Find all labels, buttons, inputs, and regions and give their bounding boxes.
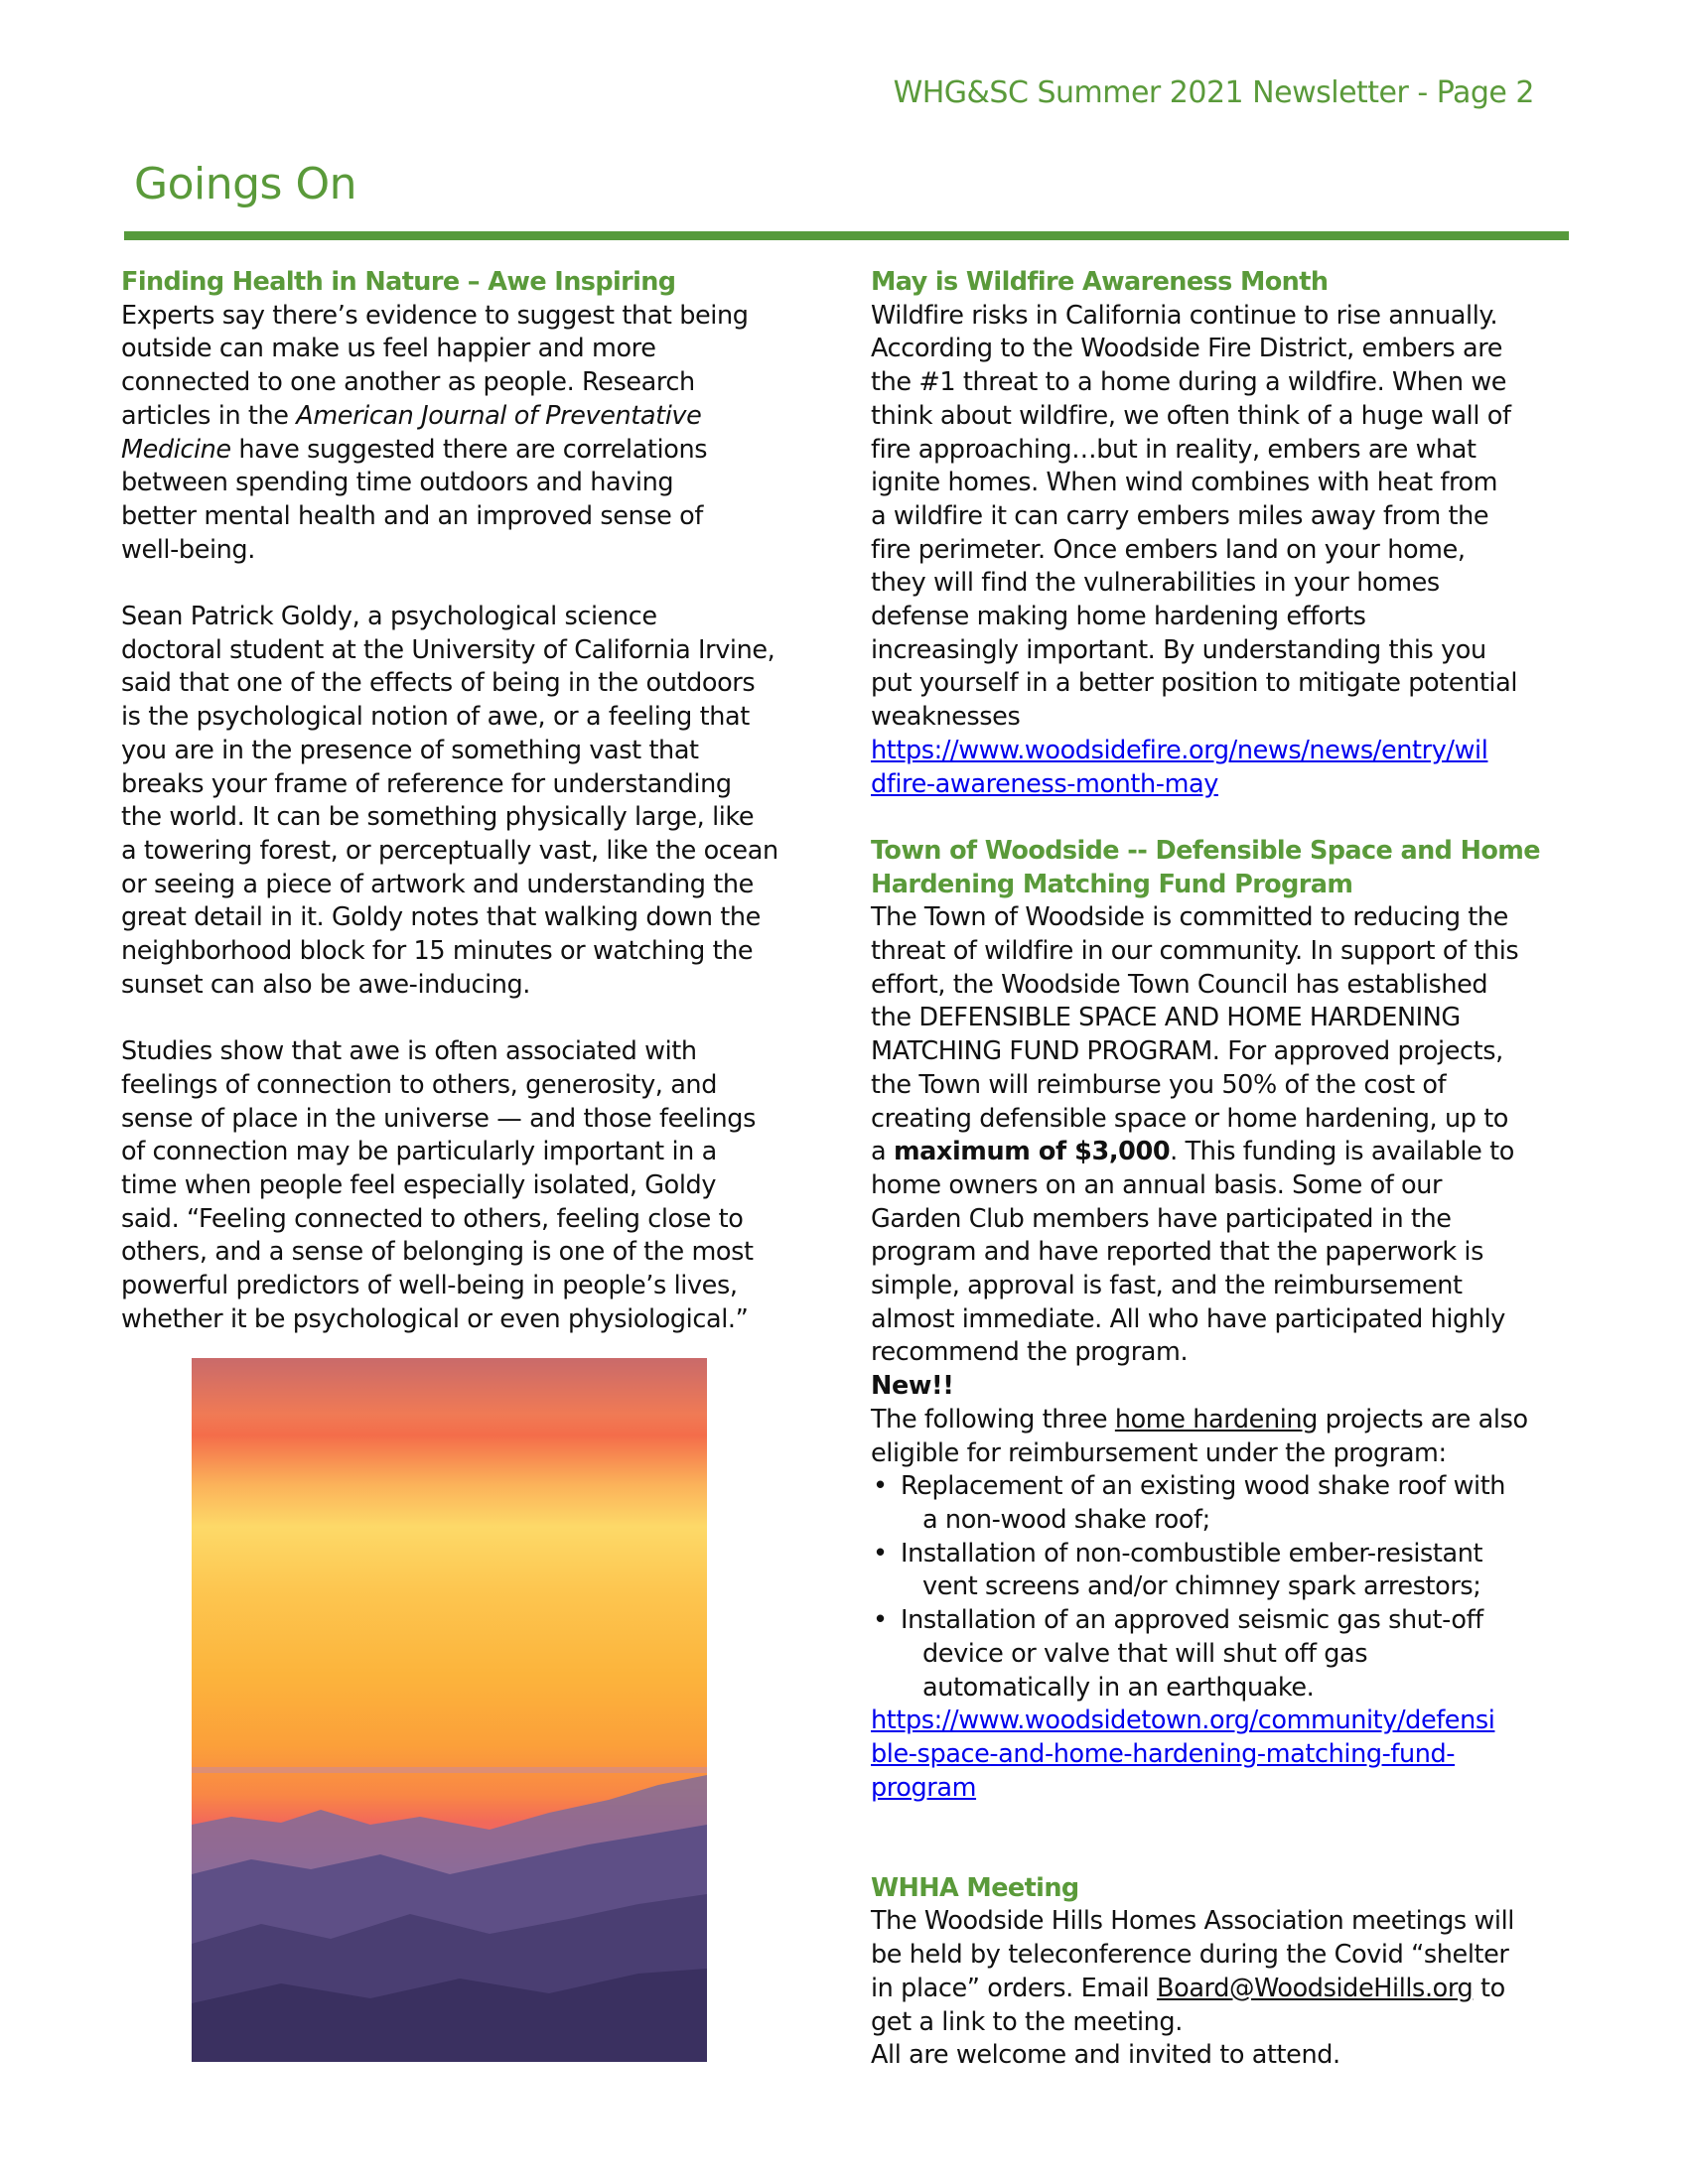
text-span: threat of wildfire in our community. In support of this [871,936,1519,967]
bullet-icon: • [873,1538,888,1569]
text-line [871,1470,1586,1504]
text-span: a non-wood shake roof; [922,1505,1210,1535]
text-line [871,1370,1586,1404]
text-span: sense of place in the universe — and those feelings [121,1103,756,1134]
text-span: articles in the [121,400,297,431]
text-span: Sean Patrick Goldy, a psychological science [121,602,657,632]
text-line [871,1905,1586,1939]
running-header: WHG&SC Summer 2021 Newsletter - Page 2 [893,75,1534,110]
text-line [121,400,826,434]
text-span: whether it be psychological or even physiological.” [121,1303,749,1334]
text-line [871,1738,1586,1772]
text-span: . This funding is available to [1170,1137,1514,1167]
text-line [871,366,1586,400]
text-line [871,901,1586,935]
text-line [121,1103,826,1137]
text-span: Installation of an approved seismic gas shut-off [901,1605,1483,1636]
text-line [871,1404,1586,1437]
text-span: a wildfire it can carry embers miles away from the [871,500,1489,531]
text-line [871,835,1586,869]
text-span: have suggested there are correlations [230,434,708,465]
text-line [121,768,826,802]
text-line [121,1002,826,1035]
text-line [121,835,826,869]
text-line [871,1538,1586,1571]
text-span: the world. It can be something physically large, like [121,802,755,833]
text-line [871,1303,1586,1337]
text-span: to [1473,1973,1505,2003]
text-line [871,1570,1586,1604]
text-span: New!! [871,1371,954,1402]
left-column [121,266,826,1336]
text-span: sunset can also be awe-inducing. [121,969,531,1000]
text-line [121,901,826,935]
text-line [121,1069,826,1103]
text-span: weaknesses [871,702,1021,733]
text-line [121,300,826,334]
text-line [121,567,826,601]
text-line [121,701,826,735]
text-line [871,801,1586,835]
subheading: Hardening Matching Fund Program [871,869,1353,899]
text-span: The Woodside Hills Homes Association meetings will [871,1906,1514,1937]
text-span: American Journal of Preventative [296,400,702,431]
text-line [121,601,826,634]
text-span: in place” orders. Email [871,1973,1158,2003]
text-line [871,1103,1586,1137]
text-line [871,1336,1586,1370]
text-span: time when people feel especially isolated, Goldy [121,1169,717,1200]
text-line [871,2006,1586,2040]
text-line [871,1872,1586,1906]
text-line [871,1136,1586,1169]
text-span: maximum of $3,000 [893,1137,1171,1167]
text-line [871,701,1586,735]
text-line [121,467,826,500]
bullet-icon: • [873,1471,888,1502]
text-line [871,1638,1586,1672]
text-line [871,1002,1586,1035]
text-span: breaks your frame of reference for understanding [121,768,732,799]
text-line [871,500,1586,534]
text-span: simple, approval is fast, and the reimbursement [871,1271,1463,1301]
text-line [121,434,826,468]
text-line [871,869,1586,902]
text-span: Studies show that awe is often associated with [121,1036,697,1067]
url-link[interactable]: program [871,1772,977,1803]
text-span: a towering forest, or perceptually vast, like the ocean [121,835,778,866]
text-span: is the psychological notion of awe, or a feeling that [121,702,750,733]
text-span: powerful predictors of well-being in people’s lives, [121,1271,738,1301]
text-span: be held by teleconference during the Covid “shelter [871,1940,1509,1971]
text-line [121,667,826,701]
text-line [871,634,1586,668]
text-span: defense making home hardening efforts [871,602,1366,632]
email-link[interactable]: Board@WoodsideHills.org [1157,1973,1474,2003]
text-span: The Town of Woodside is committed to reducing the [871,902,1508,933]
section-title: Goings On [134,159,356,209]
text-span: recommend the program. [871,1337,1189,1368]
text-line [871,1035,1586,1069]
text-span: ignite homes. When wind combines with heat from [871,468,1498,498]
text-line [871,667,1586,701]
text-line [871,333,1586,366]
text-span: or seeing a piece of artwork and understanding the [121,869,754,899]
text-span: home hardening [1114,1404,1318,1434]
text-line [121,1270,826,1303]
text-span: great detail in it. Goldy notes that walking down the [121,902,761,933]
text-span: creating defensible space or home hardening, up to [871,1103,1508,1134]
text-span: connected to one another as people. Research [121,367,695,398]
text-line [121,935,826,969]
text-line [121,1203,826,1237]
text-span: of connection may be particularly important in a [121,1137,717,1167]
text-span: According to the Woodside Fire District, embers are [871,334,1503,364]
text-span: effort, the Woodside Town Council has established [871,969,1488,1000]
text-span: Experts say there’s evidence to suggest that being [121,300,749,331]
text-span: increasingly important. By understanding this you [871,634,1486,665]
text-line [121,534,826,568]
text-line [121,735,826,768]
text-line [121,969,826,1003]
text-line [871,1772,1586,1806]
text-line [871,1437,1586,1471]
text-span: feelings of connection to others, generosity, and [121,1069,717,1100]
text-span: put yourself in a better position to mitigate potential [871,668,1518,699]
text-line [871,601,1586,634]
text-span: fire perimeter. Once embers land on your home, [871,534,1466,565]
text-line [871,434,1586,468]
text-span: almost immediate. All who have participated highly [871,1303,1505,1334]
text-line [871,1939,1586,1973]
text-line [871,534,1586,568]
text-line [121,1136,826,1169]
text-line [121,1035,826,1069]
sunset-photo [192,1358,707,2062]
text-span: Wildfire risks in California continue to rise annually. [871,300,1498,331]
text-line [871,2039,1586,2073]
text-span: the DEFENSIBLE SPACE AND HOME HARDENING [871,1003,1461,1033]
text-line [871,735,1586,768]
text-line [871,1203,1586,1237]
text-line [871,1069,1586,1103]
text-line [871,1504,1586,1538]
text-line [871,467,1586,500]
text-line [121,1303,826,1337]
article-heading-nature: Finding Health in Nature – Awe Inspiring [121,267,676,297]
text-span: MATCHING FUND PROGRAM. For approved projects, [871,1036,1503,1067]
text-line [871,300,1586,334]
text-line [871,1805,1586,1839]
text-span: The following three [871,1404,1115,1434]
text-span: others, and a sense of belonging is one of the most [121,1237,754,1268]
text-line [871,400,1586,434]
text-line [871,1672,1586,1706]
text-line [121,634,826,668]
text-span: said. “Feeling connected to others, feeling close to [121,1203,744,1234]
subheading: WHHA Meeting [871,1872,1079,1903]
text-span: home owners on an annual basis. Some of our [871,1169,1443,1200]
section-divider [124,231,1569,240]
text-span: they will find the vulnerabilities in your homes [871,568,1440,599]
text-span: get a link to the meeting. [871,2006,1183,2037]
url-link[interactable]: https://www.woodsidetown.org/community/defensi [871,1706,1495,1736]
text-line [871,1973,1586,2006]
text-span: eligible for reimbursement under the program: [871,1437,1447,1468]
text-span: between spending time outdoors and having [121,468,674,498]
article-body-nature [121,300,826,1337]
text-span: automatically in an earthquake. [922,1672,1315,1703]
text-span: device or valve that will shut off gas [922,1638,1368,1669]
text-line [121,500,826,534]
article-body-wildfire [871,300,1586,2073]
text-span: the Town will reimburse you 50% of the cost of [871,1069,1447,1100]
url-link[interactable]: ble-space-and-home-hardening-matching-fund- [871,1738,1456,1769]
text-span: well-being. [121,534,255,565]
text-span: Medicine [121,434,231,465]
text-span: program and have reported that the paperwork is [871,1237,1483,1268]
url-link[interactable]: dfire-awareness-month-may [871,768,1218,799]
text-line [871,1270,1586,1303]
bullet-icon: • [873,1605,888,1636]
text-span: neighborhood block for 15 minutes or watching the [121,936,754,967]
text-line [871,1169,1586,1203]
text-line [871,768,1586,802]
subheading: Town of Woodside -- Defensible Space and Home [871,835,1540,866]
text-span: the #1 threat to a home during a wildfire. When we [871,367,1507,398]
text-line [871,935,1586,969]
text-span: think about wildfire, we often think of a huge wall of [871,400,1511,431]
text-line [121,801,826,835]
url-link[interactable]: https://www.woodsidefire.org/news/news/entry/wil [871,735,1488,765]
text-span: said that one of the effects of being in the outdoors [121,668,756,699]
article-heading-wildfire: May is Wildfire Awareness Month [871,267,1329,297]
text-line [121,333,826,366]
text-line [871,1705,1586,1738]
text-span: Replacement of an existing wood shake roof with [901,1471,1506,1502]
text-span: vent screens and/or chimney spark arrestors; [922,1571,1481,1602]
text-line [121,1169,826,1203]
text-span: projects are also [1317,1404,1528,1434]
text-span: you are in the presence of something vast that [121,735,699,765]
text-span: outside can make us feel happier and more [121,334,656,364]
text-line [121,1236,826,1270]
text-span: Garden Club members have participated in the [871,1203,1452,1234]
text-line [871,1236,1586,1270]
text-span: All are welcome and invited to attend. [871,2040,1340,2071]
mountain-silhouette-graphic [192,1358,707,2062]
text-span: fire approaching…but in reality, embers are what [871,434,1477,465]
text-span: doctoral student at the University of California Irvine, [121,634,775,665]
text-line [871,969,1586,1003]
text-line [121,366,826,400]
text-line [871,1604,1586,1638]
text-span: Installation of non-combustible ember-resistant [901,1538,1483,1569]
text-span: a [871,1137,894,1167]
text-line [871,567,1586,601]
text-line [871,1839,1586,1872]
text-span: better mental health and an improved sense of [121,500,703,531]
right-column [871,266,1586,2073]
text-line [121,869,826,902]
